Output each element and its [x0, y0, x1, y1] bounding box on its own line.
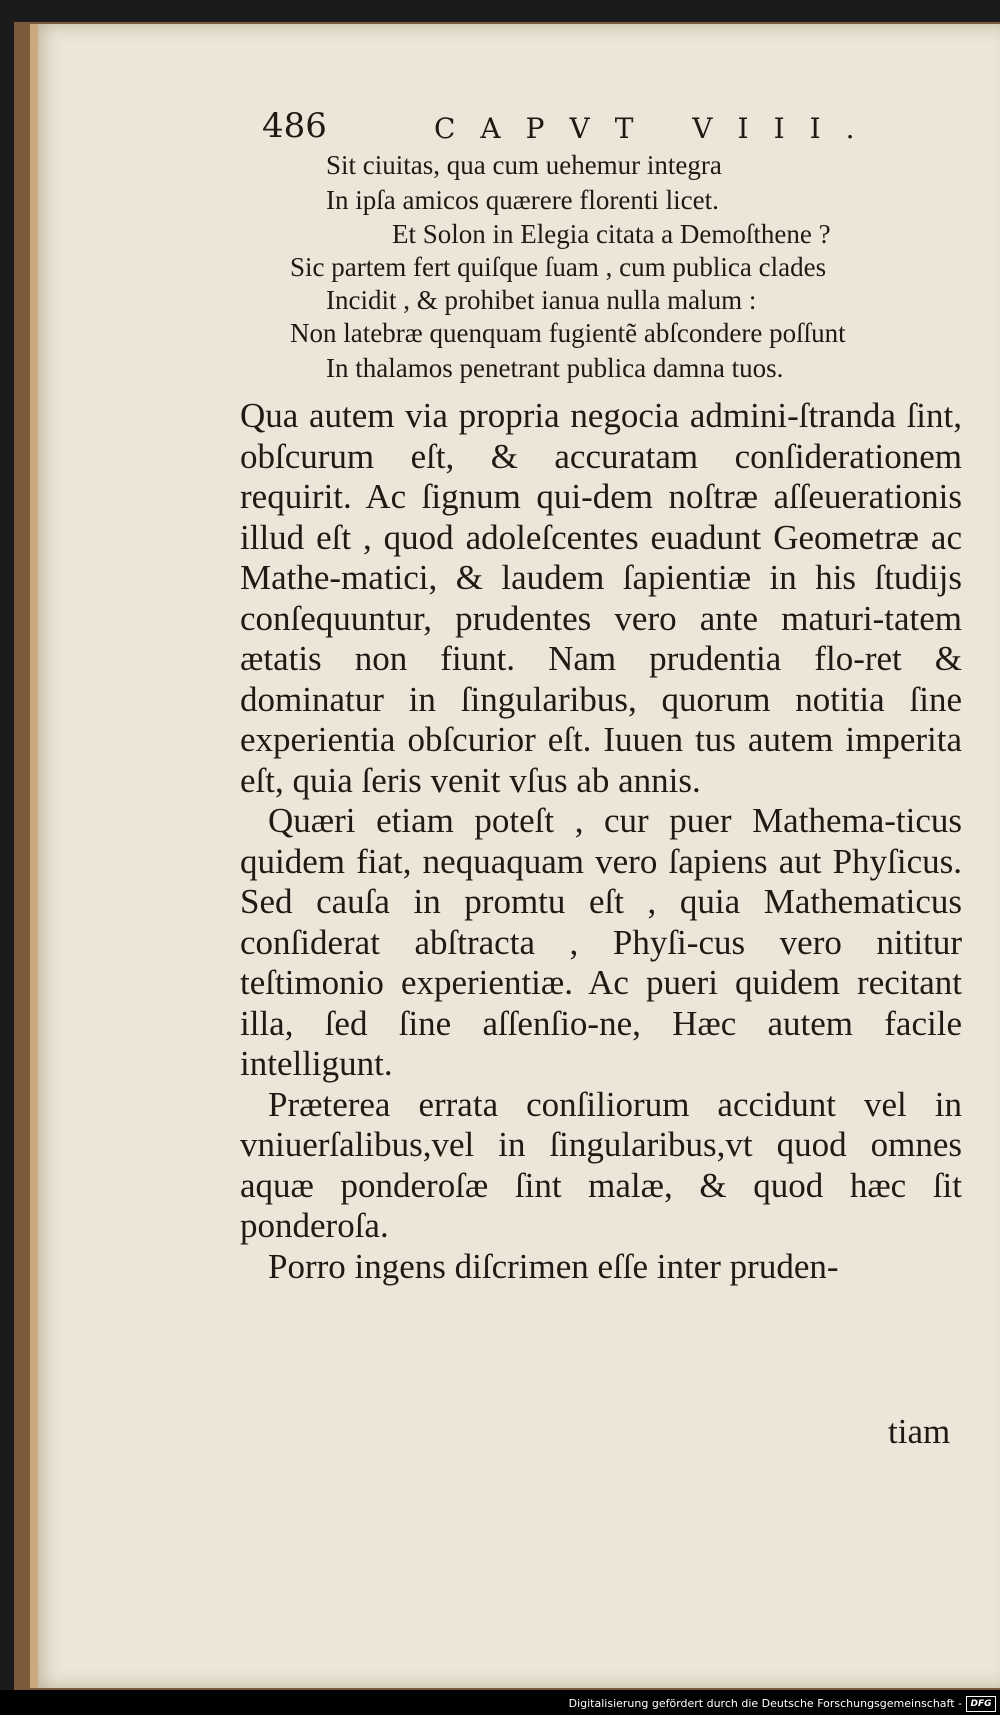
page-number: 486	[262, 106, 327, 146]
dfg-logo: DFG	[966, 1696, 996, 1712]
verse-line: Non latebræ quenquam fugientẽ abſcondere poſſunt	[290, 318, 846, 348]
verse-line: In thalamos penetrant publica damna tuos.	[326, 353, 784, 383]
verse-line: Sic partem fert quiſque ſuam , cum publica clades	[290, 252, 827, 282]
paragraph: Porro ingens diſcrimen eſſe inter pruden-	[268, 1246, 839, 1286]
catchword: tiam	[888, 1412, 951, 1451]
page-header	[262, 106, 882, 150]
verse-line: Incidit , & prohibet ianua nulla malum :	[326, 285, 757, 315]
digitization-credit: Digitalisierung gefördert durch die Deutsche Forschungsgemeinschaft -	[568, 1697, 962, 1710]
running-title: CAPVT VIII.	[434, 112, 880, 145]
verse-line: Sit ciuitas, qua cum uehemur integra	[326, 150, 722, 180]
main-text	[240, 396, 962, 1287]
verse-line: In ipſa amicos quærere florenti licet.	[326, 185, 719, 215]
page-gutter	[30, 24, 38, 1688]
paragraph: Quæri etiam poteſt , cur puer Mathema-ticus quidem fiat, nequaquam vero ſapiens aut Phyſicus. Sed cauſa in promtu eſt , quia Mathematicus conſiderat abſtracta , Phyſi-cus vero nititur teſtimonio experientiæ. Ac pueri quidem recitant illa, ſed ſine aſſenſio-ne, Hæc autem facile intelligunt.	[240, 801, 962, 1083]
paragraph: Qua autem via propria negocia admini-ſtranda ſint, obſcurum eſt, & accuratam conſiderationem requirit. Ac ſignum qui-dem noſtræ aſſeuerationis illud eſt , quod adoleſcentes euadunt Geometræ ac Mathe-matici, & laudem ſapientiæ in his ſtudijs conſequuntur, prudentes vero ante maturi-tatem ætatis non fiunt. Nam prudentia flo-ret & dominatur in ſingularibus, quorum notitia ſine experientia obſcurior eſt. Iuuen tus autem imperita eſt, quia ſeris venit vſus ab annis.	[240, 396, 962, 800]
verse-line: Et Solon in Elegia citata a Demoſthene ?	[392, 219, 831, 249]
paragraph: Præterea errata conſiliorum accidunt vel in vniuerſalibus,vel in ſingularibus,vt quod omnes aquæ ponderoſæ ſint malæ, & quod hæc ſit ponderoſa.	[240, 1084, 962, 1245]
